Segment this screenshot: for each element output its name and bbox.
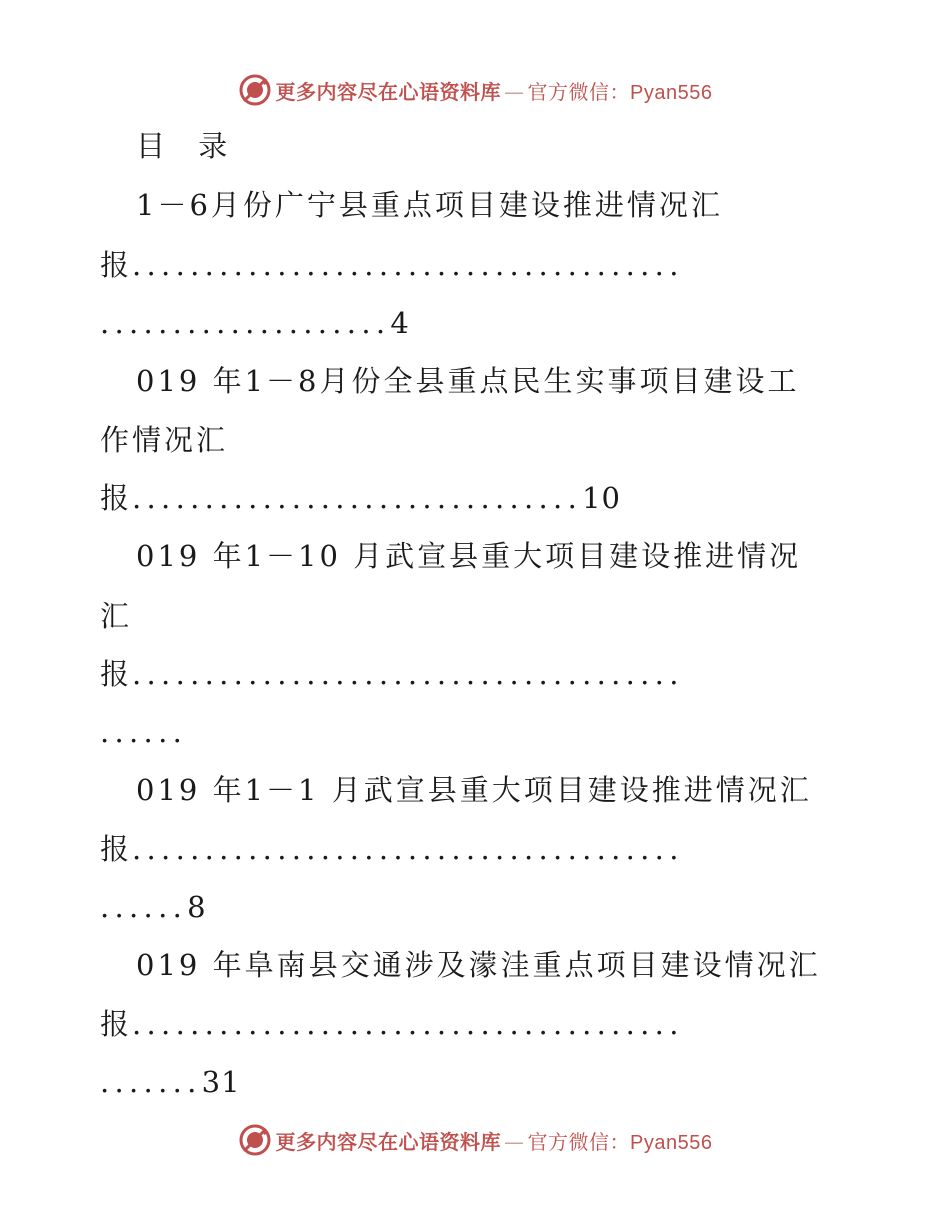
banner-site-name: 更多内容尽在心语资料库 xyxy=(275,1129,502,1154)
toc-entry-1-dots: ...................................... xyxy=(132,248,684,282)
header-banner xyxy=(0,70,950,110)
toc-entry-1-leader[interactable] xyxy=(100,245,684,285)
toc-entry-5-leader[interactable] xyxy=(100,1004,684,1044)
toc-entry-2-page: 10 xyxy=(582,481,621,515)
toc-entry-5-dots-cont: ....... xyxy=(100,1065,202,1099)
toc-entry-1-title[interactable]: 1－6月份广宁县重点项目建设推进情况汇 xyxy=(136,188,723,222)
toc-entry-1-leader-cont[interactable] xyxy=(100,303,410,343)
toc-entry-4-page: 8 xyxy=(187,890,207,924)
toc-entry-3-tail: 报 xyxy=(100,657,133,691)
banner-dash: — xyxy=(504,1129,525,1154)
toc-entry-5-tail: 报 xyxy=(100,1007,133,1041)
banner-wechat-id: Pyan556 xyxy=(630,1131,713,1154)
toc-entry-5-title[interactable]: 019 年阜南县交通涉及濛洼重点项目建设情况汇 xyxy=(136,948,821,982)
toc-entry-3-leader-cont[interactable] xyxy=(100,712,187,752)
banner-text xyxy=(276,76,713,105)
banner-wechat-label: 官方微信： xyxy=(527,1129,631,1154)
banner-text xyxy=(276,1126,713,1155)
toc-entry-4-dots-cont: ...... xyxy=(100,890,188,924)
banner-wechat-label: 官方微信： xyxy=(527,79,631,104)
toc-entry-3-title-cont[interactable]: 汇 xyxy=(100,599,133,633)
toc-entry-5-leader-cont[interactable] xyxy=(100,1062,241,1102)
banner-site-name: 更多内容尽在心语资料库 xyxy=(275,79,502,104)
banner-dash: — xyxy=(504,79,525,104)
toc-entry-3-title[interactable]: 019 年1－10 月武宣县重大项目建设推进情况 xyxy=(136,539,802,573)
toc-entry-1-page: 4 xyxy=(390,306,410,340)
toc-entry-4-dots: ...................................... xyxy=(132,832,684,866)
banner-wechat-id: Pyan556 xyxy=(630,81,713,104)
toc-entry-4-leader-cont[interactable] xyxy=(100,887,207,927)
pen-logo-icon xyxy=(238,73,272,107)
toc-heading: 目 录 xyxy=(136,129,240,163)
toc-entry-1-tail: 报 xyxy=(100,248,133,282)
toc-entry-5-page: 31 xyxy=(201,1065,241,1099)
toc-entry-2-dots: ............................... xyxy=(132,481,583,515)
pen-logo-icon xyxy=(238,1123,272,1157)
toc-entry-3-dots: ...................................... xyxy=(132,657,684,691)
toc-entry-4-title[interactable]: 019 年1－1 月武宣县重大项目建设推进情况汇 xyxy=(136,773,812,807)
toc-entry-2-leader[interactable] xyxy=(100,478,621,518)
toc-entry-5-dots: ...................................... xyxy=(132,1007,684,1041)
toc-entry-1-dots-cont: .................... xyxy=(100,306,391,340)
toc-entry-2-title[interactable]: 019 年1－8月份全县重点民生实事项目建设工 xyxy=(136,364,800,398)
toc-entry-3-leader[interactable] xyxy=(100,654,684,694)
toc-entry-2-tail: 报 xyxy=(100,481,133,515)
toc-entry-4-tail: 报 xyxy=(100,832,133,866)
footer-banner xyxy=(0,1120,950,1160)
toc-entry-2-title-cont[interactable]: 作情况汇 xyxy=(100,423,229,457)
toc-entry-3-dots-cont: ...... xyxy=(100,715,188,749)
toc-entry-4-leader[interactable] xyxy=(100,829,684,869)
